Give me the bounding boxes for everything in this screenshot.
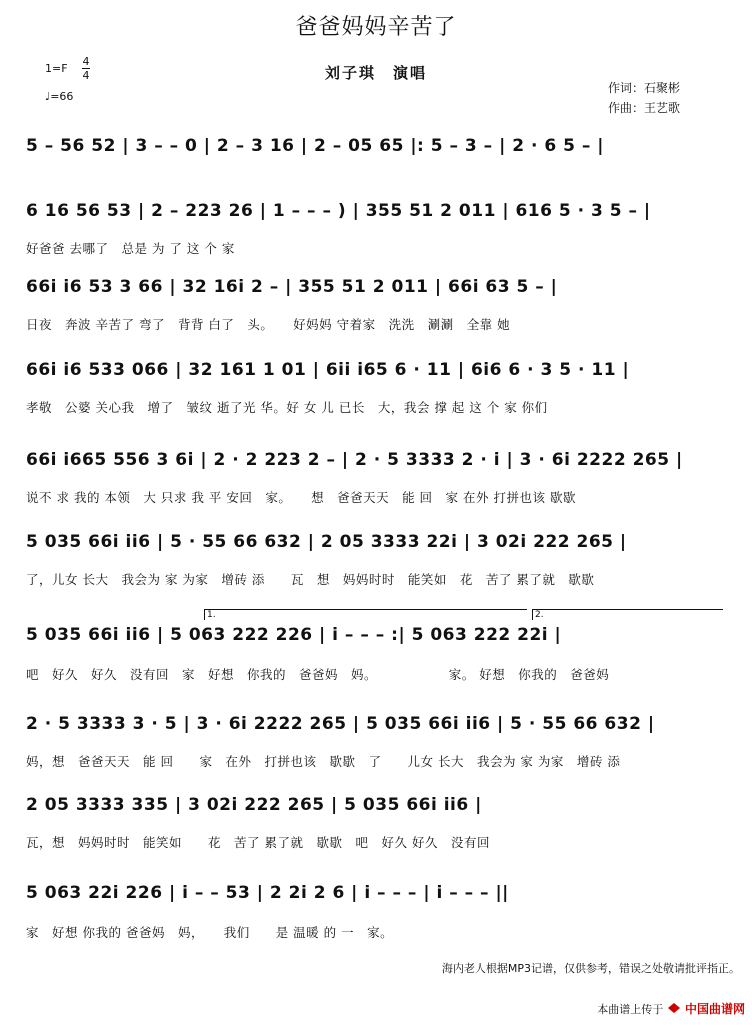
notes-line-8: 2 · 5 3333 3 · 5 | 3 · 6i 2222 265 | 5 035 66i ii6 | 5 · 55 66 632 | [26, 714, 655, 734]
notes-line-2: 6 16 56 53 | 2 – 223 26 | 1 – – – ) | 355 51 2 011 | 616 5 · 3 5 – | [26, 201, 651, 221]
notes-line-6: 5 035 66i ii6 | 5 · 55 66 632 | 2 05 3333 22i | 3 02i 222 265 | [26, 532, 627, 552]
lyrics-line-7: 吧 好久 好久 没有回 家 好想 你我的 爸爸妈 妈。 家。 好想 你我的 爸爸妈 [26, 667, 610, 682]
upload-text: 本曲谱上传于 [597, 1003, 664, 1016]
notes-line-10: 5 063 22i 226 | i – – 53 | 2 2i 2 6 | i – – – | i – – – || [26, 883, 509, 903]
key-signature: 1=F [45, 62, 68, 75]
lyrics-line-10: 家 好想 你我的 爸爸妈 妈， 我们 是 温暖 的 一 家。 [26, 925, 394, 940]
lyrics-line-4: 孝敬 公婆 关心我 增了 皱纹 逝了光 华。好 女 儿 已长 大，我会 撑 起 这 个 家 你们 [26, 400, 548, 415]
site-name: 中国曲谱网 [684, 1002, 745, 1016]
notes-line-4: 66i i6 533 066 | 32 161 1 01 | 6ii i65 6 · 11 | 6i6 6 · 3 5 · 11 | [26, 360, 630, 380]
volta-second: 2. [532, 609, 723, 620]
lyrics-line-2: 好爸爸 去哪了 总是 为 了 这 个 家 [26, 241, 235, 256]
volta-first: 1. [204, 609, 527, 620]
credits [608, 78, 680, 118]
upload-credit [0, 1000, 745, 1017]
lyrics-line-3: 日夜 奔波 辛苦了 弯了 背背 白了 头。 好妈妈 守着家 洗洗 涮涮 全靠 她 [26, 317, 511, 332]
performer: 刘子琪 演唱 [324, 64, 427, 82]
notes-line-3: 66i i6 53 3 66 | 32 16i 2 – | 355 51 2 011 | 66i 63 5 – | [26, 277, 558, 297]
time-signature-bottom: 4 [82, 69, 90, 82]
notes-line-9: 2 05 3333 335 | 3 02i 222 265 | 5 035 66i ii6 | [26, 795, 482, 815]
notes-line-5: 66i i665 556 3 6i | 2 · 2 223 2 – | 2 · 5 3333 2 · i | 3 · 6i 2222 265 | [26, 450, 683, 470]
lyrics-line-9: 瓦，想 妈妈时时 能笑如 花 苦了 累了就 歇歇 吧 好久 好久 没有回 [26, 835, 490, 850]
tempo-mark: ♩=66 [45, 90, 74, 103]
composer: 作曲：王艺歌 [608, 101, 681, 115]
lyrics-line-5: 说不 求 我的 本领 大 只求 我 平 安回 家。 想 爸爸天天 能 回 家 在外 打拼也该 歇歇 [26, 490, 576, 505]
song-title: 爸爸妈妈辛苦了 [295, 15, 457, 40]
site-logo [667, 1000, 745, 1017]
lyrics-line-6: 了，儿女 长大 我会为 家 为家 增砖 添 瓦 想 妈妈时时 能笑如 花 苦了 累了就 歇歇 [26, 572, 595, 587]
lyrics-line-8: 妈，想 爸爸天天 能 回 家 在外 打拼也该 歇歇 了 儿女 长大 我会为 家 为家 增砖 添 [26, 754, 621, 769]
site-logo-icon [667, 1002, 681, 1014]
time-signature-top: 4 [82, 55, 90, 68]
lyricist: 作词：石聚彬 [608, 81, 681, 95]
time-signature [82, 56, 90, 81]
transcription-note: 海内老人根据MP3记谱，仅供参考，错误之处敬请批评指正。 [441, 962, 740, 975]
notes-line-1: 5 – 56 52 | 3 – – 0 | 2 – 3 16 | 2 – 05 65 |: 5 – 3 – | 2 · 6 5 – | [26, 136, 604, 156]
notes-line-7: 5 035 66i ii6 | 5 063 222 226 | i – – – :| 5 063 222 22i | [26, 625, 562, 645]
